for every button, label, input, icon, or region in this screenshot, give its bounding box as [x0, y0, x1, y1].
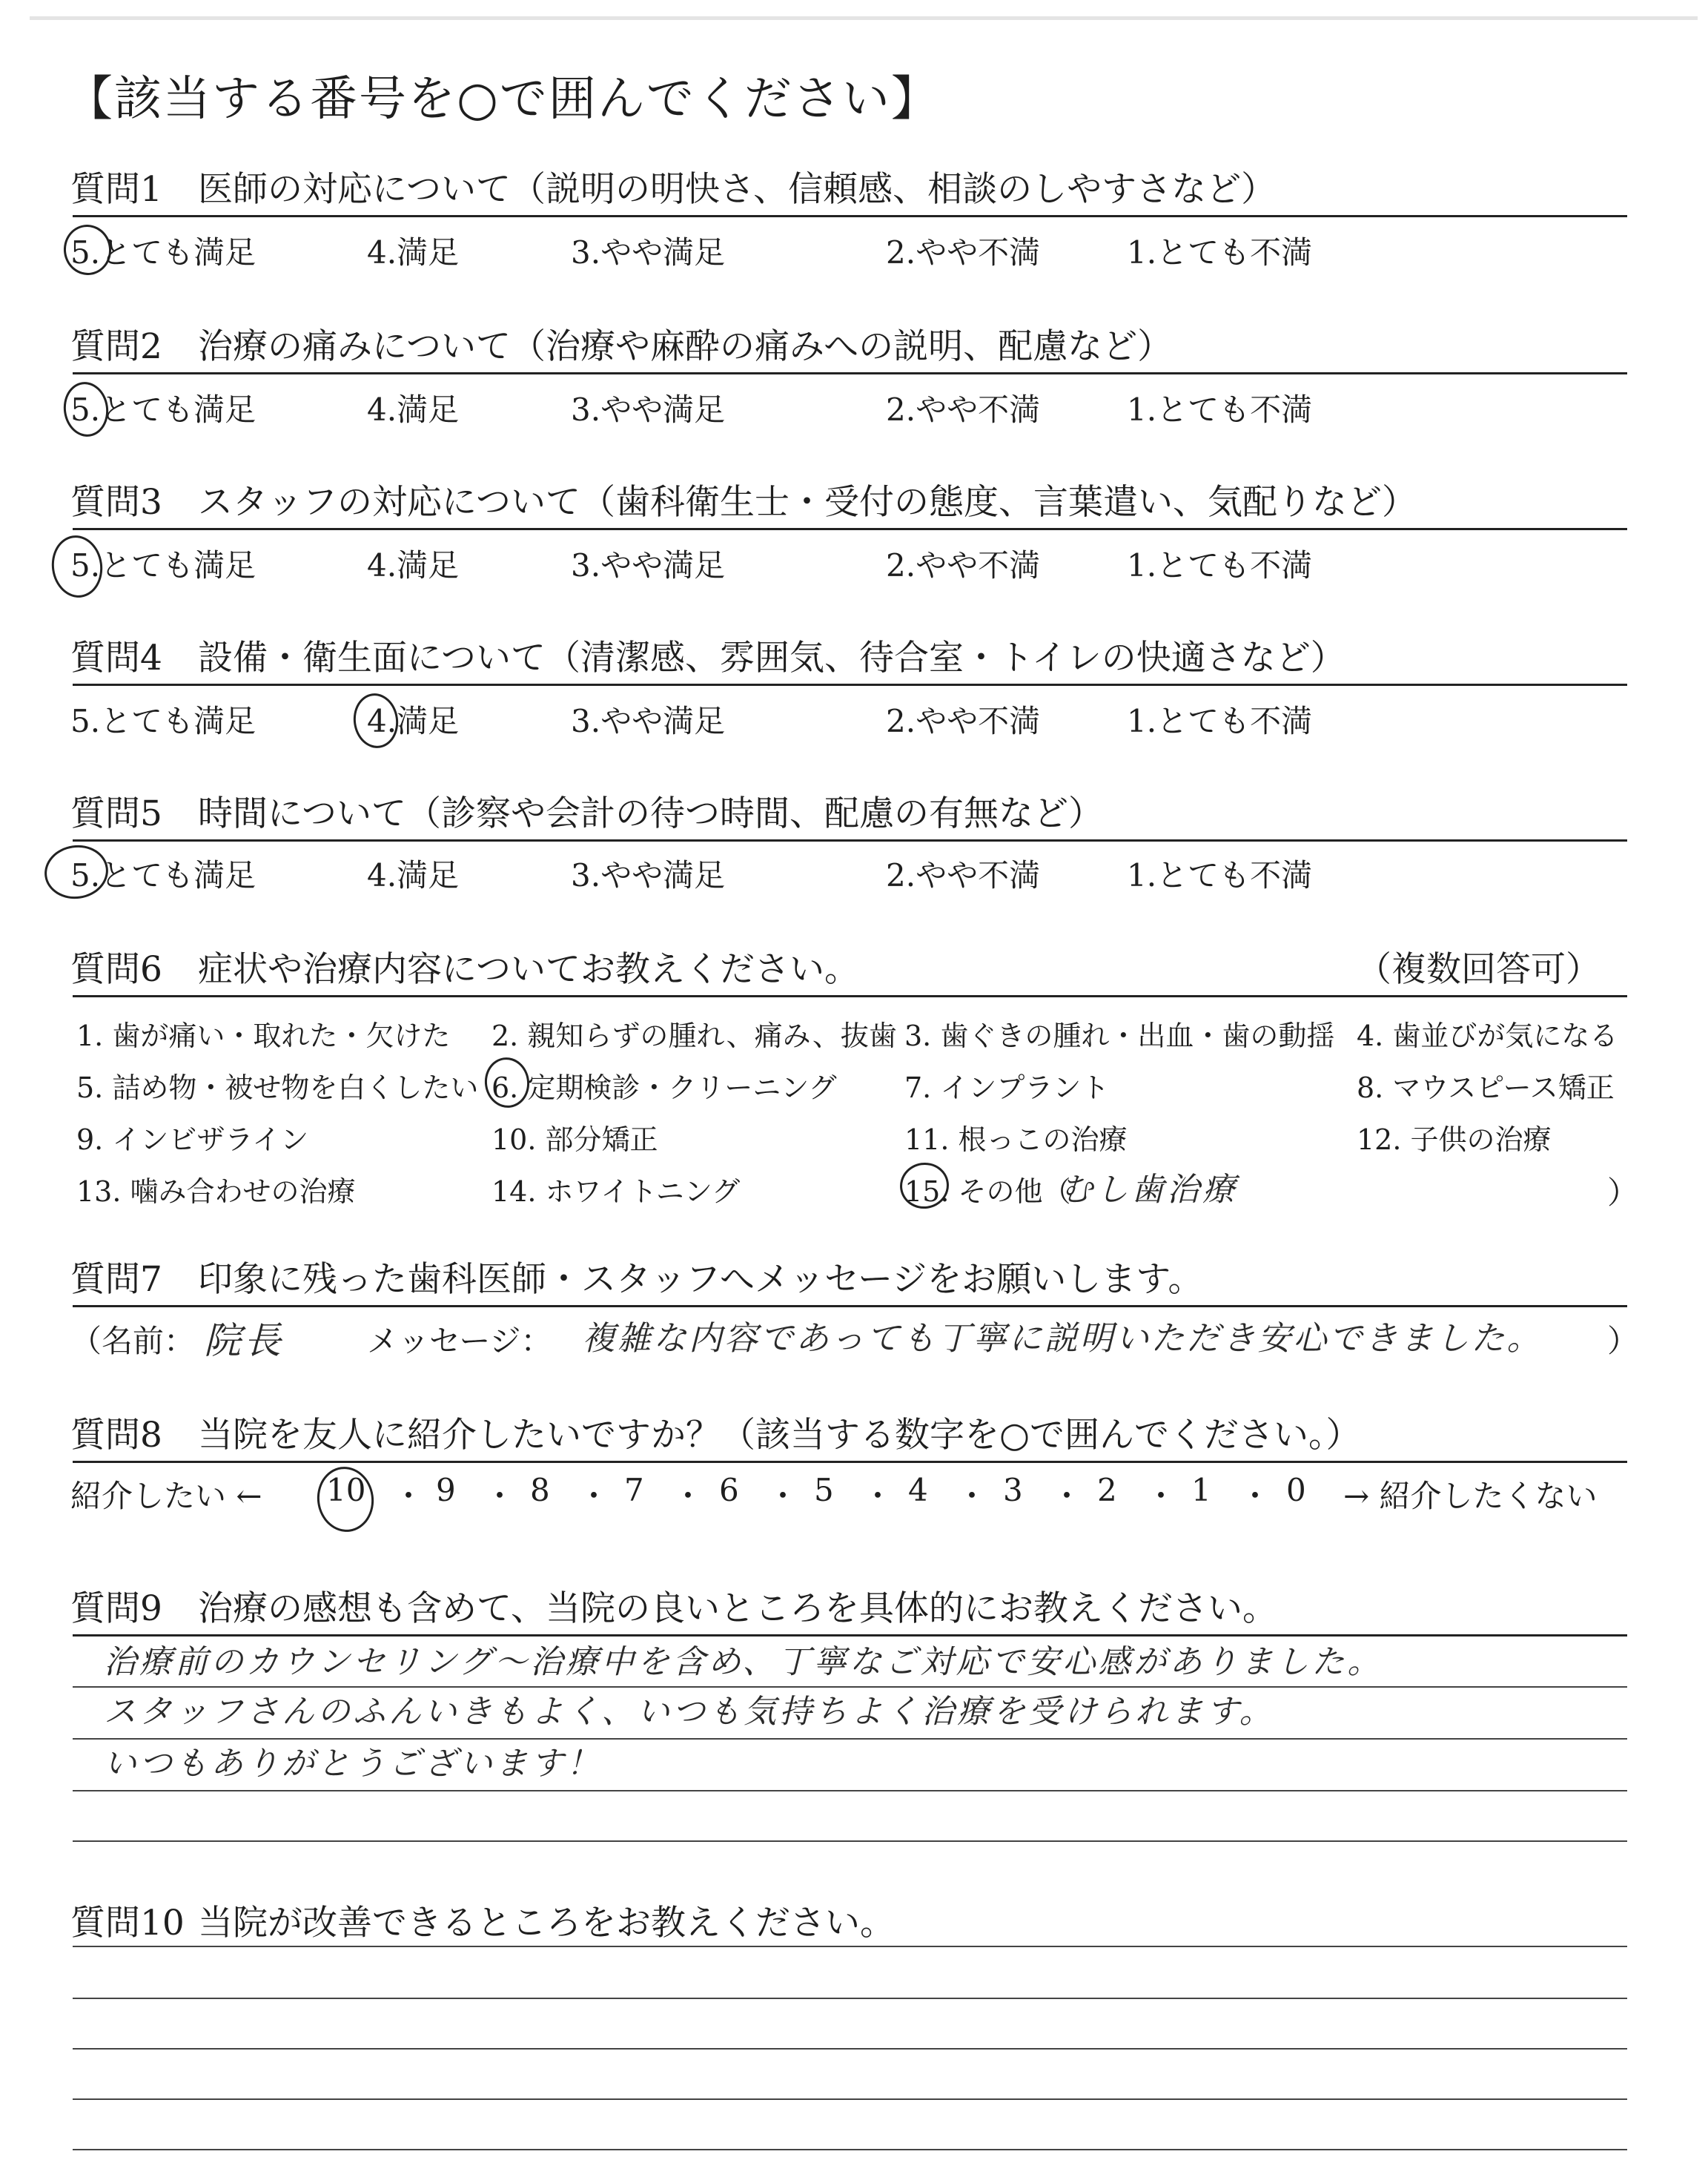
scale-dot: ・ [862, 1478, 894, 1514]
option-4[interactable]: 4.満足 [367, 703, 460, 739]
question-text: 当院が改善できるところをお教えください。 [198, 1903, 895, 1943]
scale-2[interactable]: 2 [1097, 1472, 1117, 1508]
question-9 [70, 1581, 1277, 1631]
divider [73, 372, 1627, 374]
question-number: 質問2 [70, 326, 162, 367]
option-3[interactable]: 3.やや満足 [571, 392, 726, 428]
question-text: 当院を友人に紹介したいですか？（該当する数字を○で囲んでください。） [198, 1415, 1361, 1456]
question-10 [70, 1895, 895, 1945]
divider [73, 684, 1627, 686]
option-2[interactable]: 2.やや不満 [886, 857, 1041, 894]
option-5[interactable]: 5.とても満足 [70, 703, 256, 739]
option-3[interactable]: 3.やや満足 [571, 547, 726, 584]
scale-dot: ・ [1239, 1478, 1271, 1514]
recommend-left-label: 紹介したい ← [70, 1478, 262, 1514]
q6-item-9[interactable]: 9. インビザライン [76, 1123, 309, 1156]
question-number: 質問10 [70, 1903, 185, 1943]
question-number: 質問4 [70, 638, 162, 678]
q6-item-14[interactable]: 14. ホワイトニング [491, 1175, 741, 1208]
option-2[interactable]: 2.やや不満 [886, 234, 1041, 271]
scale-7[interactable]: 7 [624, 1472, 644, 1508]
name-handwriting: 院長 [204, 1319, 284, 1362]
question-text: 医師の対応について（説明の明快さ、信頼感、相談のしやすさなど） [198, 169, 1277, 210]
question-text: 治療の感想も含めて、当院の良いところを具体的にお教えください。 [198, 1588, 1278, 1629]
option-1[interactable]: 1.とても不満 [1127, 547, 1313, 584]
option-1[interactable]: 1.とても不満 [1127, 392, 1313, 428]
scale-5[interactable]: 5 [814, 1472, 834, 1508]
question-6 [70, 942, 859, 991]
question-text: 印象に残った歯科医師・スタッフへメッセージをお願いします。 [198, 1259, 1203, 1300]
writing-line [73, 2149, 1627, 2150]
question-number: 質問8 [70, 1415, 162, 1456]
question-text: 症状や治療内容についてお教えください。 [198, 949, 860, 990]
writing-line [73, 2098, 1627, 2100]
question-1 [70, 162, 1276, 211]
scale-8[interactable]: 8 [530, 1472, 550, 1508]
scale-1[interactable]: 1 [1191, 1472, 1211, 1508]
q6-item-11[interactable]: 11. 根っこの治療 [904, 1123, 1128, 1156]
divider [73, 1461, 1627, 1463]
option-2[interactable]: 2.やや不満 [886, 703, 1041, 739]
option-4[interactable]: 4.満足 [367, 547, 460, 584]
writing-line [73, 1790, 1627, 1791]
scale-0[interactable]: 0 [1286, 1472, 1306, 1508]
question-4 [70, 630, 1345, 680]
question-number: 質問6 [70, 949, 162, 990]
option-4[interactable]: 4.満足 [367, 857, 460, 894]
divider [73, 995, 1627, 997]
question-number: 質問3 [70, 482, 162, 523]
question-8 [70, 1407, 1361, 1457]
option-5[interactable]: 5.とても満足 [70, 547, 256, 584]
scale-10[interactable]: 10 [326, 1472, 366, 1508]
divider [73, 215, 1627, 217]
scale-dot: ・ [1051, 1478, 1083, 1514]
question-text: 設備・衛生面について（清潔感、雰囲気、待合室・トイレの快適さなど） [198, 638, 1345, 678]
q6-item-3[interactable]: 3. 歯ぐきの腫れ・出血・歯の動揺 [904, 1020, 1335, 1052]
option-1[interactable]: 1.とても不満 [1127, 857, 1313, 894]
scale-dot: ・ [393, 1478, 425, 1514]
option-5[interactable]: 5.とても満足 [70, 857, 256, 894]
comment-line-2: スタッフさんのふんいきもよく、いつも気持ちよく治療を受けられます。 [104, 1693, 1275, 1731]
q6-item-12[interactable]: 12. 子供の治療 [1357, 1123, 1552, 1156]
question-number: 質問5 [70, 793, 162, 834]
option-3[interactable]: 3.やや満足 [571, 234, 726, 271]
question-number: 質問7 [70, 1259, 162, 1300]
divider [73, 1305, 1627, 1307]
scale-dot: ・ [1145, 1478, 1177, 1514]
option-4[interactable]: 4.満足 [367, 392, 460, 428]
name-label: （名前： [70, 1323, 196, 1359]
option-1[interactable]: 1.とても不満 [1127, 703, 1313, 739]
scale-3[interactable]: 3 [1003, 1472, 1023, 1508]
question-text: 時間について（診察や会計の待つ時間、配慮の有無など） [198, 793, 1104, 834]
q6-item-6[interactable]: 6. 定期検診・クリーニング [491, 1071, 837, 1104]
divider [73, 839, 1627, 842]
q6-item-7[interactable]: 7. インプラント [904, 1071, 1110, 1104]
scale-9[interactable]: 9 [436, 1472, 456, 1508]
question-2 [70, 319, 1172, 369]
scale-dot: ・ [484, 1478, 516, 1514]
question-number: 質問1 [70, 169, 162, 210]
option-4[interactable]: 4.満足 [367, 234, 460, 271]
instruction-header: 【該当する番号を○で囲んでください】 [65, 72, 940, 127]
comment-line-3: いつもありがとうございます！ [104, 1745, 602, 1783]
scale-dot: ・ [767, 1478, 799, 1514]
multiple-answer-note: （複数回答可） [1357, 949, 1601, 990]
scale-4[interactable]: 4 [908, 1472, 928, 1508]
option-5[interactable]: 5.とても満足 [70, 392, 256, 428]
writing-line [73, 1998, 1627, 1999]
q6-item-5[interactable]: 5. 詰め物・被せ物を白くしたい [76, 1071, 479, 1104]
question-3 [70, 475, 1417, 524]
option-1[interactable]: 1.とても不満 [1127, 234, 1313, 271]
question-text: スタッフの対応について（歯科衛生士・受付の態度、言葉遣い、気配りなど） [198, 482, 1417, 523]
writing-line [73, 2048, 1627, 2050]
scale-dot: ・ [578, 1478, 610, 1514]
scale-dot: ・ [672, 1478, 704, 1514]
q6-item-4[interactable]: 4. 歯並びが気になる [1357, 1020, 1618, 1052]
q6-item-8[interactable]: 8. マウスピース矯正 [1357, 1071, 1615, 1104]
question-number: 質問9 [70, 1588, 162, 1629]
other-answer-handwriting: むし歯治療 [1060, 1171, 1238, 1209]
scale-6[interactable]: 6 [719, 1472, 739, 1508]
writing-line [73, 1840, 1627, 1842]
option-5[interactable]: 5.とても満足 [70, 234, 256, 271]
q6-item-1[interactable]: 1. 歯が痛い・取れた・欠けた [76, 1020, 451, 1052]
q6-item-2[interactable]: 2. 親知らずの腫れ、痛み、抜歯 [491, 1020, 897, 1052]
option-2[interactable]: 2.やや不満 [886, 392, 1041, 428]
close-paren: ） [1607, 1323, 1639, 1359]
divider [73, 528, 1627, 530]
recommend-right-label: → 紹介したくない [1343, 1478, 1598, 1514]
q6-item-10[interactable]: 10. 部分矯正 [491, 1123, 658, 1156]
q6-item-13[interactable]: 13. 噛み合わせの治療 [76, 1175, 356, 1208]
close-paren: ） [1607, 1175, 1639, 1211]
option-3[interactable]: 3.やや満足 [571, 857, 726, 894]
question-text: 治療の痛みについて（治療や麻酔の痛みへの説明、配慮など） [198, 326, 1173, 367]
question-5 [70, 786, 1103, 836]
scale-dot: ・ [956, 1478, 988, 1514]
option-2[interactable]: 2.やや不満 [886, 547, 1041, 584]
q6-item-15[interactable]: 15. その他（ [904, 1175, 1071, 1208]
message-label: メッセージ： [367, 1323, 552, 1359]
top-border [30, 16, 1698, 20]
option-3[interactable]: 3.やや満足 [571, 703, 726, 739]
comment-line-1: 治療前のカウンセリング～治療中を含め、丁寧なご対応で安心感がありました。 [104, 1643, 1383, 1681]
message-handwriting: 複雑な内容であっても丁寧に説明いただき安心できました。 [582, 1318, 1543, 1358]
writing-line [73, 1946, 1627, 1947]
question-7 [70, 1252, 1202, 1301]
